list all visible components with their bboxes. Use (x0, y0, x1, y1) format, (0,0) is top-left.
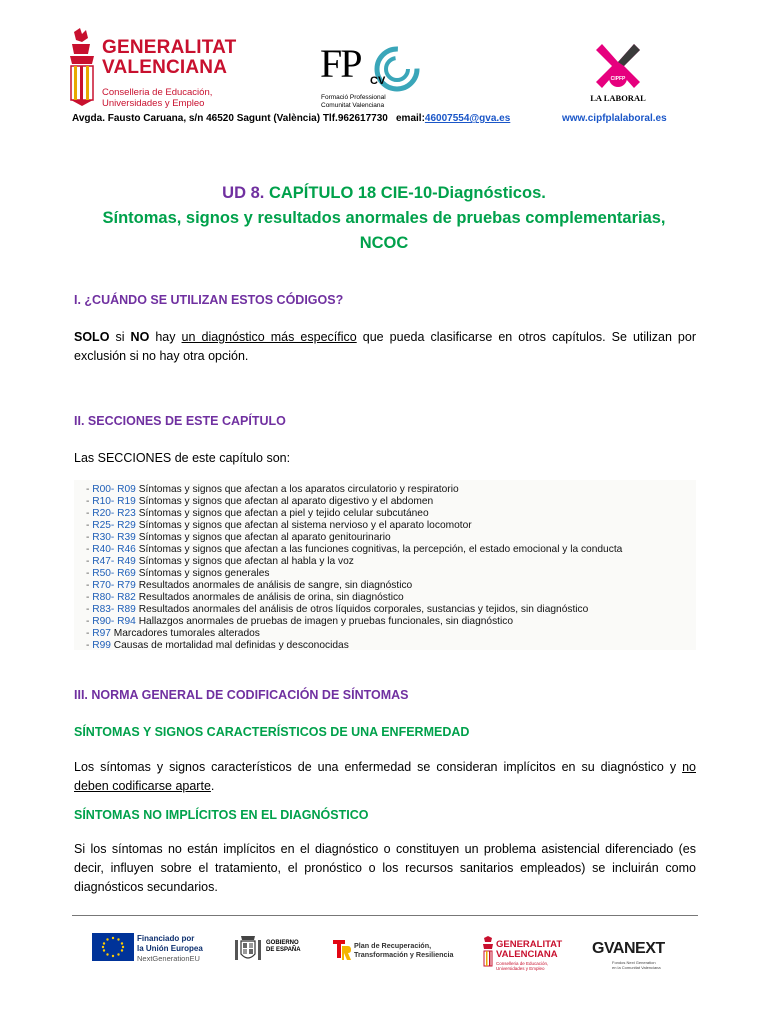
gva-name-line2: VALENCIANA (102, 57, 228, 78)
email-link[interactable]: 46007554@gva.es (424, 113, 511, 124)
gva-name-line1: GENERALITAT (102, 37, 237, 58)
list-bullet: - (86, 508, 93, 519)
gva-conselleria-line2: Universidades y Empleo (102, 98, 205, 109)
list-bullet: - (86, 628, 93, 639)
p-si: si (109, 330, 131, 344)
gob-line1: GOBIERNO (266, 940, 299, 946)
list-text: Síntomas y signos que afectan a las funciones cognitivas, la percepción, el estado emocional y la conducta (138, 544, 623, 555)
list-item (86, 640, 349, 652)
document-title (60, 181, 708, 256)
list-code: R80- R82 (92, 592, 136, 603)
gva-conselleria (102, 87, 212, 109)
eu-flag-icon (92, 933, 134, 961)
list-item (86, 604, 588, 616)
list-item (86, 628, 260, 640)
list-bullet: - (86, 604, 93, 615)
cipfp-x-icon (588, 40, 648, 92)
list-bullet: - (86, 640, 93, 651)
footer-gva-line2: VALENCIANA (496, 949, 558, 960)
characteristic-signs-paragraph (74, 758, 696, 796)
list-code: R83- R89 (92, 604, 136, 615)
list-item (86, 484, 459, 496)
plan-line1: Plan de Recuperación, (354, 941, 432, 950)
footer-gva-name (496, 940, 562, 960)
gva-name (102, 38, 237, 78)
fpcv-logo (320, 41, 430, 110)
p1-end: . (210, 779, 215, 793)
eu-funding-label (137, 934, 203, 964)
title-chapter: CAPÍTULO 18 CIE-10-Diagnósticos. (264, 184, 546, 202)
fp-cv: CV (370, 75, 386, 87)
svg-text:CIPFP: CIPFP (610, 76, 626, 82)
title-line1 (60, 181, 708, 206)
list-text: Hallazgos anormales de pruebas de imagen y pruebas funcionales, sin diagnóstico (138, 616, 514, 627)
p1-underlined: no deben codificarse aparte (74, 760, 696, 793)
footer-gva-conselleria (496, 961, 548, 971)
list-item (86, 508, 429, 520)
gva-emblem-small-icon (482, 936, 494, 970)
footer-gva-sub-line2: Universidades y Empleo (496, 966, 545, 971)
list-item (86, 616, 513, 628)
list-code: R99 (92, 640, 111, 651)
list-code: R40- R46 (92, 544, 136, 555)
fpcv-caption-line2: Comunitat Valenciana (321, 102, 385, 109)
list-text: Marcadores tumorales alterados (113, 628, 260, 639)
subsection-characteristic-signs: SÍNTOMAS Y SIGNOS CARACTERÍSTICOS DE UNA ENFERMEDAD (74, 725, 470, 739)
no-bold: NO (130, 330, 150, 344)
list-text: Síntomas y signos que afectan a los aparatos circulatorio y respiratorio (138, 484, 459, 495)
list-text: Síntomas y signos que afectan al aparato digestivo y el abdomen (138, 496, 434, 507)
gob-line2: DE ESPAÑA (266, 947, 301, 953)
list-item (86, 580, 412, 592)
plan-tr-icon (332, 938, 352, 962)
generalitat-valenciana-logo (68, 28, 237, 112)
title-unit: UD 8. (222, 184, 265, 202)
cipfp-label: LA LABORAL (590, 93, 646, 103)
list-item (86, 532, 391, 544)
gva-emblem-icon (68, 28, 96, 106)
list-code: R25- R29 (92, 520, 136, 531)
list-bullet: - (86, 592, 93, 603)
cipfp-la-laboral-logo (588, 40, 648, 108)
list-code: R00- R09 (92, 484, 136, 495)
list-bullet: - (86, 580, 93, 591)
p1-text: Los síntomas y signos característicos de una enfermedad se consideran implícitos en su diagnóstico y (74, 760, 683, 774)
list-code: R90- R94 (92, 616, 136, 627)
list-code: R50- R69 (92, 568, 136, 579)
list-item (86, 556, 354, 568)
list-bullet: - (86, 556, 93, 567)
gvanext-caption (612, 960, 661, 970)
list-item (86, 520, 472, 532)
gvanext-wordmark: GVANEXT (592, 940, 665, 957)
list-text: Síntomas y signos que afectan al sistema nervioso y el aparato locomotor (138, 520, 472, 531)
section-2-heading: II. SECCIONES DE ESTE CAPÍTULO (74, 414, 286, 428)
p-rest: que pueda clasificarse en otros capítulos. Se utilizan por exclusión si no hay otra opción. (74, 330, 696, 363)
fp-letters: FP (320, 41, 361, 86)
footer-gva-sub-line1: Conselleria de Educación, (496, 961, 549, 966)
sections-list (74, 480, 696, 650)
email-label: email: (396, 113, 425, 124)
list-text: Síntomas y signos que afectan al habla y la voz (138, 556, 354, 567)
list-text: Resultados anormales de análisis de orina, sin diagnóstico (138, 592, 404, 603)
title-line3: NCOC (359, 234, 409, 252)
list-text: Resultados anormales del análisis de otros líquidos corporales, sustancias y tejidos, sin diagnóstico (138, 604, 589, 615)
list-bullet: - (86, 520, 93, 531)
gvanext-caption-line1: Fondos Next Generation (612, 960, 656, 965)
fpcv-caption-line1: Formació Professional (321, 94, 386, 101)
plan-line2: Transformación y Resiliencia (354, 950, 454, 959)
gva-conselleria-line1: Conselleria de Educación, (102, 87, 213, 98)
gobierno-label (266, 940, 301, 954)
underlined-phrase: un diagnóstico más específico (181, 330, 357, 344)
list-item (86, 592, 404, 604)
subsection-non-implicit-signs: SÍNTOMAS NO IMPLÍCITOS EN EL DIAGNÓSTICO (74, 808, 369, 822)
list-bullet: - (86, 532, 93, 543)
eu-line1: Financiado por (137, 934, 195, 943)
gvanext-logo (592, 940, 682, 970)
footer-gva-line1: GENERALITAT (496, 939, 563, 950)
non-implicit-signs-paragraph: Si los síntomas no están implícitos en el diagnóstico o constituyen un problema asistencial diferenciado (es decir, influyen sobre el tratamiento, el pronóstico o los recursos sanitarios empleados) se incluirán como diagnósticos secundarios. (74, 842, 696, 894)
list-text: Causas de mortalidad mal definidas y desconocidas (113, 640, 349, 651)
list-text: Síntomas y signos que afectan a piel y tejido celular subcutáneo (138, 508, 429, 519)
eu-line3: NextGenerationEU (137, 954, 200, 963)
school-address: Avgda. Fausto Caruana, s/n 46520 Sagunt (València) Tlf.962617730 (72, 113, 388, 124)
footer-gva-logo (482, 936, 582, 972)
gvanext-caption-line2: en la Comunitat Valenciana (612, 965, 661, 970)
solo-bold: SOLO (74, 330, 110, 344)
list-code: R47- R49 (92, 556, 136, 567)
list-code: R10- R19 (92, 496, 136, 507)
footer-divider (72, 915, 698, 916)
fpcv-caption (321, 94, 386, 110)
list-bullet: - (86, 496, 93, 507)
list-text: Síntomas y signos generales (138, 568, 270, 579)
section-1-paragraph (74, 328, 696, 366)
spain-coat-of-arms-icon (234, 932, 262, 964)
section-3-heading: III. NORMA GENERAL DE CODIFICACIÓN DE SÍNTOMAS (74, 688, 409, 702)
eu-line2: la Unión Europea (137, 944, 203, 953)
title-line2: Síntomas, signos y resultados anormales de pruebas complementarias, (102, 209, 666, 227)
section-2-intro: Las SECCIONES de este capítulo son: (74, 451, 291, 465)
p-hay: hay (149, 330, 182, 344)
list-bullet: - (86, 544, 93, 555)
list-code: R70- R79 (92, 580, 136, 591)
list-item (86, 496, 433, 508)
list-bullet: - (86, 616, 93, 627)
list-item (86, 544, 622, 556)
plan-label (354, 941, 453, 959)
email-line (396, 113, 510, 124)
plan-recuperacion-logo (332, 938, 462, 964)
list-text: Síntomas y signos que afectan al aparato genitourinario (138, 532, 391, 543)
list-text: Resultados anormales de análisis de sangre, sin diagnóstico (138, 580, 413, 591)
list-code: R30- R39 (92, 532, 136, 543)
list-bullet: - (86, 568, 93, 579)
list-code: R20- R23 (92, 508, 136, 519)
list-code: R97 (92, 628, 111, 639)
list-bullet: - (86, 484, 93, 495)
list-item (86, 568, 270, 580)
gobierno-de-espana-logo (234, 932, 304, 966)
website-link[interactable]: www.cipfplalaboral.es (562, 113, 667, 124)
section-1-heading: I. ¿CUÁNDO SE UTILIZAN ESTOS CÓDIGOS? (74, 293, 344, 307)
